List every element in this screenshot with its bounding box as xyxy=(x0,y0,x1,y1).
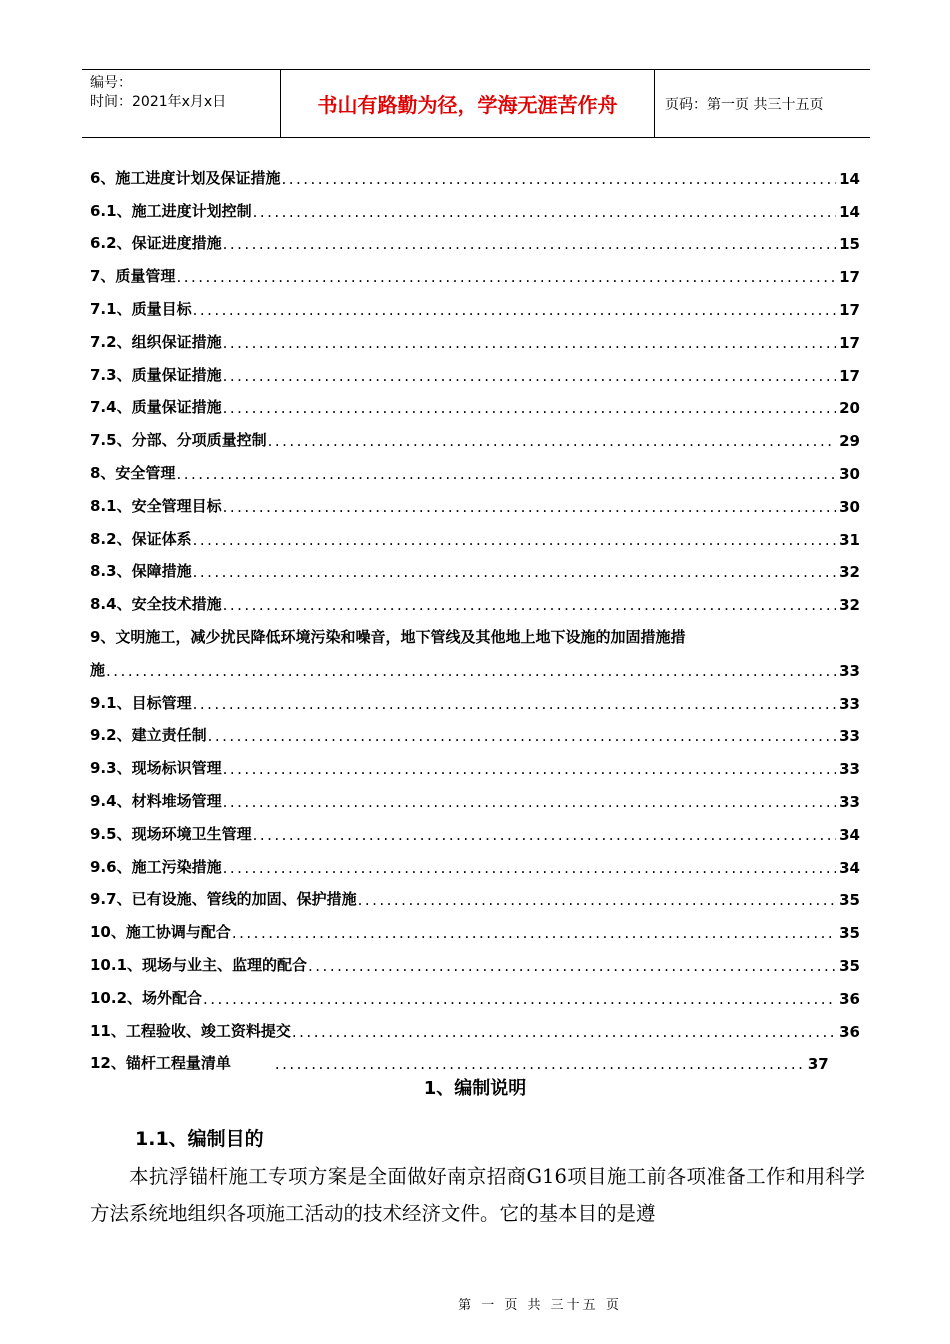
toc-entry[interactable] xyxy=(90,1041,860,1074)
toc-entry[interactable] xyxy=(90,713,860,746)
toc-dot-leader xyxy=(223,235,837,253)
toc-dot-leader xyxy=(223,498,837,516)
toc-dot-leader xyxy=(176,268,836,286)
toc-page-number: 30 xyxy=(839,464,860,483)
toc-entry-title: 6.2、保证进度措施 xyxy=(90,234,222,253)
toc-page-number: 29 xyxy=(839,432,860,451)
toc-dot-leader xyxy=(281,170,836,188)
toc-dot-leader xyxy=(275,1055,805,1073)
toc-dot-leader xyxy=(208,727,837,745)
toc-dot-leader xyxy=(193,695,837,713)
toc-entry[interactable] xyxy=(90,417,860,450)
toc-entry[interactable] xyxy=(90,942,860,975)
toc-entry[interactable] xyxy=(90,516,860,549)
toc-entry[interactable] xyxy=(90,385,860,418)
toc-page-number: 32 xyxy=(839,563,860,582)
toc-entry[interactable] xyxy=(90,319,860,352)
toc-dot-leader xyxy=(232,924,836,942)
header-meta xyxy=(82,70,280,137)
toc-page-number: 15 xyxy=(839,235,860,254)
toc-page-number: 34 xyxy=(839,825,860,844)
toc-page-number: 33 xyxy=(839,760,860,779)
toc-dot-leader xyxy=(253,203,837,221)
toc-dot-leader xyxy=(223,367,837,385)
toc-entry-title: 8.2、保证体系 xyxy=(90,529,192,548)
toc-page-number: 33 xyxy=(839,694,860,713)
toc-entry-continuation[interactable] xyxy=(90,647,860,680)
toc-dot-leader xyxy=(292,1023,836,1041)
document-number: 编号： xyxy=(90,75,132,91)
toc-entry[interactable] xyxy=(90,253,860,286)
toc-entry[interactable] xyxy=(90,844,860,877)
toc-entry-title: 9.7、已有设施、管线的加固、保护措施 xyxy=(90,890,357,909)
toc-entry[interactable] xyxy=(90,352,860,385)
toc-page-number: 34 xyxy=(839,858,860,877)
body-paragraph: 本抗浮锚杆施工专项方案是全面做好南京招商G16项目施工前各项准备工作和用科学方法系统地组织各项施工活动的技术经济文件。它的基本目的是遵 xyxy=(90,1165,865,1225)
toc-dot-leader xyxy=(176,465,836,483)
toc-entry-title: 9.6、施工污染措施 xyxy=(90,857,222,876)
toc-dot-leader xyxy=(223,793,837,811)
toc-entry-title: 10.2、场外配合 xyxy=(90,988,203,1007)
toc-entry-title: 9.1、目标管理 xyxy=(90,693,192,712)
toc-page-number: 35 xyxy=(839,956,860,975)
page-header xyxy=(82,69,870,138)
toc-entry[interactable] xyxy=(90,155,860,188)
toc-entry-title: 7.1、质量目标 xyxy=(90,299,192,318)
toc-page-number: 14 xyxy=(839,169,860,188)
toc-entry[interactable] xyxy=(90,581,860,614)
toc-entry[interactable] xyxy=(90,483,860,516)
toc-dot-leader xyxy=(223,596,837,614)
toc-page-number: 36 xyxy=(839,989,860,1008)
toc-entry-title: 9.5、现场环境卫生管理 xyxy=(90,824,252,843)
toc-entry[interactable] xyxy=(90,778,860,811)
toc-page-number: 17 xyxy=(839,268,860,287)
toc-page-number: 32 xyxy=(839,596,860,615)
toc-page-number: 17 xyxy=(839,300,860,319)
toc-entry[interactable] xyxy=(90,680,860,713)
toc-dot-leader xyxy=(223,334,837,352)
toc-page-number: 14 xyxy=(839,202,860,221)
toc-entry[interactable] xyxy=(90,614,860,647)
toc-entry-title: 8、安全管理 xyxy=(90,463,176,482)
toc-dot-leader xyxy=(253,826,837,844)
toc-entry-title: 10.1、现场与业主、监理的配合 xyxy=(90,955,308,974)
toc-entry[interactable] xyxy=(90,450,860,483)
toc-entry-title: 9.3、现场标识管理 xyxy=(90,759,222,778)
toc-entry-title: 施 xyxy=(90,660,106,679)
document-date: 时间：2021年x月x日 xyxy=(90,94,227,110)
toc-entry[interactable] xyxy=(90,877,860,910)
toc-entry[interactable] xyxy=(90,909,860,942)
toc-entry-title: 8.1、安全管理目标 xyxy=(90,496,222,515)
toc-entry-title: 7.4、质量保证措施 xyxy=(90,398,222,417)
toc-entry[interactable] xyxy=(90,811,860,844)
page-footer: 第 一 页 共 三十五 页 xyxy=(458,1298,622,1313)
toc-page-number: 33 xyxy=(839,661,860,680)
toc-dot-leader xyxy=(268,432,837,450)
toc-entry-title: 9.2、建立责任制 xyxy=(90,726,207,745)
header-page-number: 页码：第一页 共三十五页 xyxy=(665,96,824,113)
toc-entry-title: 7.5、分部、分项质量控制 xyxy=(90,431,267,450)
toc-page-number: 35 xyxy=(839,891,860,910)
toc-entry-title: 8.4、安全技术措施 xyxy=(90,595,222,614)
toc-page-number: 17 xyxy=(839,366,860,385)
toc-entry-title: 6、施工进度计划及保证措施 xyxy=(90,168,281,187)
toc-entry-title: 8.3、保障措施 xyxy=(90,562,192,581)
toc-entry-title: 10、施工协调与配合 xyxy=(90,923,231,942)
section-heading: 1、编制说明 xyxy=(423,1078,527,1099)
toc-entry-title: 9、文明施工，减少扰民降低环境污染和噪音，地下管线及其他地上地下设施的加固措施措 xyxy=(90,627,686,646)
header-motto: 书山有路勤为径，学海无涯苦作舟 xyxy=(280,70,655,137)
toc-page-number: 30 xyxy=(839,497,860,516)
toc-dot-leader xyxy=(223,859,837,877)
toc-page-number: 37 xyxy=(807,1055,829,1074)
toc-dot-leader xyxy=(223,760,837,778)
toc-page-number: 20 xyxy=(839,399,860,418)
toc-dot-leader xyxy=(358,891,837,909)
toc-entry[interactable] xyxy=(90,745,860,778)
toc-entry[interactable] xyxy=(90,975,860,1008)
toc-entry-title: 9.4、材料堆场管理 xyxy=(90,791,222,810)
toc-entry[interactable] xyxy=(90,1008,860,1041)
subsection-heading: 1.1、编制目的 xyxy=(135,1128,264,1150)
toc-entry[interactable] xyxy=(90,286,860,319)
toc-dot-leader xyxy=(106,662,836,680)
table-of-contents xyxy=(90,155,860,1073)
toc-entry[interactable] xyxy=(90,221,860,254)
toc-dot-leader xyxy=(193,301,837,319)
toc-page-number: 31 xyxy=(839,530,860,549)
toc-page-number: 17 xyxy=(839,333,860,352)
toc-page-number: 36 xyxy=(839,1022,860,1041)
toc-entry-title: 6.1、施工进度计划控制 xyxy=(90,201,252,220)
toc-dot-leader xyxy=(203,990,836,1008)
toc-entry-title: 7.3、质量保证措施 xyxy=(90,365,222,384)
toc-entry-title: 7、质量管理 xyxy=(90,267,176,286)
toc-dot-leader xyxy=(308,957,836,975)
toc-dot-leader xyxy=(193,563,837,581)
toc-entry-title: 11、工程验收、竣工资料提交 xyxy=(90,1021,291,1040)
toc-entry-title: 12、锚杆工程量清单 xyxy=(90,1054,231,1073)
toc-entry-title: 7.2、组织保证措施 xyxy=(90,332,222,351)
toc-dot-leader xyxy=(193,531,837,549)
toc-dot-leader xyxy=(223,399,837,417)
toc-page-number: 33 xyxy=(839,792,860,811)
toc-entry[interactable] xyxy=(90,188,860,221)
toc-entry[interactable] xyxy=(90,549,860,582)
toc-page-number: 35 xyxy=(839,924,860,943)
toc-page-number: 33 xyxy=(839,727,860,746)
